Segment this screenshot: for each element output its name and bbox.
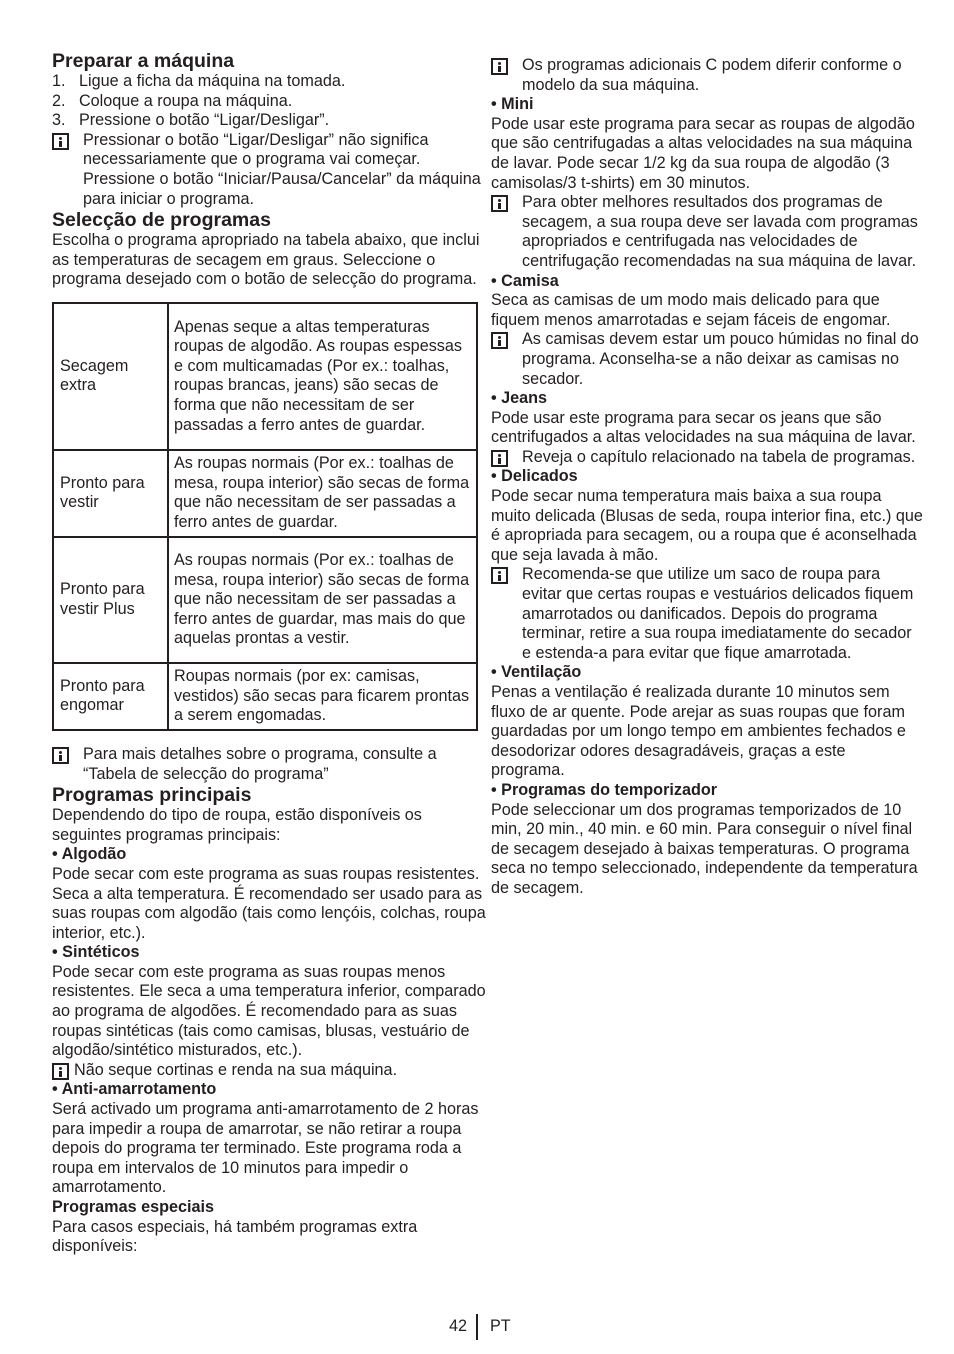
note-jeans bbox=[491, 448, 923, 468]
program-name: Pronto para engomar bbox=[53, 663, 168, 730]
prepare-steps bbox=[52, 72, 490, 131]
page-number: 42 bbox=[449, 1317, 468, 1335]
section-title-main: Programas principais bbox=[52, 784, 252, 807]
text-ventilacao: Penas a ventilação é realizada durante 10 minutos sem fluxo de ar quente. Pode arejar as suas roupas que foram guardadas por um longo tempo em ambientes fechados e desodorizar odores desagradáveis, graças a este programa. bbox=[491, 683, 906, 780]
info-icon bbox=[52, 133, 69, 150]
list-item: 2. Coloque a roupa na máquina. bbox=[52, 91, 293, 110]
subtitle-mini: • Mini bbox=[491, 95, 534, 114]
table-row bbox=[53, 450, 477, 537]
text-timer: Pode seleccionar um dos programas temporizados de 10 min, 20 min., 40 min. e 60 min. Para conseguir o nível final de secagem desejado à baixas temperaturas. O programa seca no tempo seleccionado, independente da temperatura de secagem. bbox=[491, 800, 918, 897]
page-footer bbox=[0, 1314, 954, 1340]
subtitle-algodao: • Algodão bbox=[52, 845, 127, 864]
info-icon bbox=[52, 747, 69, 764]
note-text: As camisas devem estar um pouco húmidas no final do programa. Aconselha-se a não deixar as camisas no secador. bbox=[522, 330, 919, 388]
list-item: 1. Ligue a ficha da máquina na tomada. bbox=[52, 72, 346, 90]
info-icon bbox=[491, 332, 508, 349]
program-table bbox=[52, 302, 478, 731]
info-icon bbox=[491, 567, 508, 584]
section-title-selection: Selecção de programas bbox=[52, 209, 271, 232]
right-column bbox=[491, 56, 923, 899]
main-intro: Dependendo do tipo de roupa, estão disponíveis os seguintes programas principais: bbox=[52, 806, 422, 844]
subtitle-sinteticos: • Sintéticos bbox=[52, 943, 140, 962]
note-text: Os programas adicionais C podem diferir conforme o modelo da sua máquina. bbox=[522, 56, 902, 94]
note-prepare bbox=[52, 131, 490, 209]
program-desc: As roupas normais (Por ex.: toalhas de mesa, roupa interior) são secas de forma que não necessitam de ser passadas a ferro antes de guardar, mas mais do que aquelas prontas a vestir. bbox=[168, 537, 477, 663]
info-icon bbox=[491, 58, 508, 75]
table-row bbox=[53, 663, 477, 730]
text-special: Para casos especiais, há também programas extra disponíveis: bbox=[52, 1217, 418, 1256]
language-code: PT bbox=[490, 1317, 511, 1335]
table-row bbox=[53, 537, 477, 663]
selection-text: Escolha o programa apropriado na tabela abaixo, que inclui as temperaturas de secagem em graus. Seleccione o programa desejado com o botão de selecção do programa. bbox=[52, 231, 480, 289]
note-sinteticos bbox=[52, 1061, 490, 1081]
text-jeans: Pode usar este programa para secar os jeans que são centrifugados a altas velocidades na sua máquina de lavar. bbox=[491, 408, 916, 447]
note-mini bbox=[491, 193, 923, 271]
subtitle-timer: • Programas do temporizador bbox=[491, 780, 718, 799]
info-icon bbox=[52, 1063, 69, 1080]
program-desc: Apenas seque a altas temperaturas roupas de algodão. As roupas espessas e com multicamadas (Por ex.: toalhas, roupas brancas, jeans) são secas de forma que não necessitam de ser passadas a ferro antes de guardar. bbox=[168, 303, 477, 450]
note-text: Para mais detalhes sobre o programa, consulte a “Tabela de selecção do programa” bbox=[83, 744, 437, 783]
text-camisa: Seca as camisas de um modo mais delicado para que fiquem menos amarrotadas e sejam fáceis de engomar. bbox=[491, 291, 891, 329]
text-delicados: Pode secar numa temperatura mais baixa a sua roupa muito delicada (Blusas de seda, roupa interior fina, etc.) que é apropriada para secagem, ou a roupa que é aconselhada que seja lavada à mão. bbox=[491, 487, 923, 564]
footer-divider bbox=[476, 1314, 478, 1340]
subtitle-anti: • Anti-amarrotamento bbox=[52, 1080, 217, 1099]
subtitle-camisa: • Camisa bbox=[491, 271, 559, 290]
program-name: Pronto para vestir Plus bbox=[53, 537, 168, 663]
program-name: Secagem extra bbox=[53, 303, 168, 450]
text-anti: Será activado um programa anti-amarrotamento de 2 horas para impedir a roupa de amarrotar, se não retirar a roupa depois do programa ter terminado. Este programa roda a roupa em intervalos de 10 minutos para impedir o amarrotamento. bbox=[52, 1100, 479, 1197]
note-text: Para obter melhores resultados dos programas de secagem, a sua roupa deve ser lavada com programas apropriados e centrifugada nas velocidades de centrifugação recomendadas na sua máquina de lavar. bbox=[522, 193, 918, 270]
note-delicados bbox=[491, 565, 923, 663]
note-text: Não seque cortinas e renda na sua máquina. bbox=[74, 1060, 398, 1079]
list-item: 3. Pressione o botão “Ligar/Desligar”. bbox=[52, 111, 330, 130]
note-selection bbox=[52, 745, 490, 784]
subtitle-delicados: • Delicados bbox=[491, 467, 578, 486]
program-desc: As roupas normais (Por ex.: toalhas de mesa, roupa interior) são secas de forma que não necessitam de ser passadas a ferro antes de guardar. bbox=[168, 450, 477, 537]
text-algodao: Pode secar com este programa as suas roupas resistentes. Seca a alta temperatura. É recomendado ser usado para as suas roupas com algodão (tais como lençóis, colchas, roupa interior, etc.). bbox=[52, 864, 486, 942]
text-sinteticos: Pode secar com este programa as suas roupas menos resistentes. Ele seca a uma temperatura inferior, comparado ao programa de algodões. É recomendado para as suas roupas sintéticas (tais como camisas, blusas, vestuário de algodão/sintético misturados, etc.). bbox=[52, 962, 486, 1060]
note-text: Reveja o capítulo relacionado na tabela de programas. bbox=[522, 447, 916, 466]
subtitle-special: Programas especiais bbox=[52, 1198, 214, 1216]
subtitle-jeans: • Jeans bbox=[491, 389, 548, 408]
section-title-prepare: Preparar a máquina bbox=[52, 50, 235, 72]
note-text: Pressionar o botão “Ligar/Desligar” não significa necessariamente que o programa vai começar. Pressione o botão “Iniciar/Pausa/Cancelar” da máquina para iniciar o programa. bbox=[83, 130, 481, 208]
info-icon bbox=[491, 195, 508, 212]
info-icon bbox=[491, 450, 508, 467]
text-mini: Pode usar este programa para secar as roupas de algodão que são centrifugadas a altas velocidades na sua máquina de lavar. Pode secar 1/2 kg da sua roupa de algodão (3 camisolas/3 t-shirts) em 30 minutos. bbox=[491, 114, 915, 192]
subtitle-ventilacao: • Ventilação bbox=[491, 663, 582, 682]
left-column bbox=[52, 50, 490, 1257]
table-row bbox=[53, 303, 477, 450]
program-desc: Roupas normais (por ex: camisas, vestidos) são secas para ficarem prontas a serem engomadas. bbox=[168, 663, 477, 730]
note-camisa bbox=[491, 330, 923, 389]
note-text: Recomenda-se que utilize um saco de roupa para evitar que certas roupas e vestuários delicados fiquem amarrotados ou danificados. Depois do programa terminar, retire a sua roupa imediatamente do secador e estenda-a para evitar que fique amarrotada. bbox=[522, 565, 914, 662]
program-name: Pronto para vestir bbox=[53, 450, 168, 537]
note-additional bbox=[491, 56, 923, 95]
